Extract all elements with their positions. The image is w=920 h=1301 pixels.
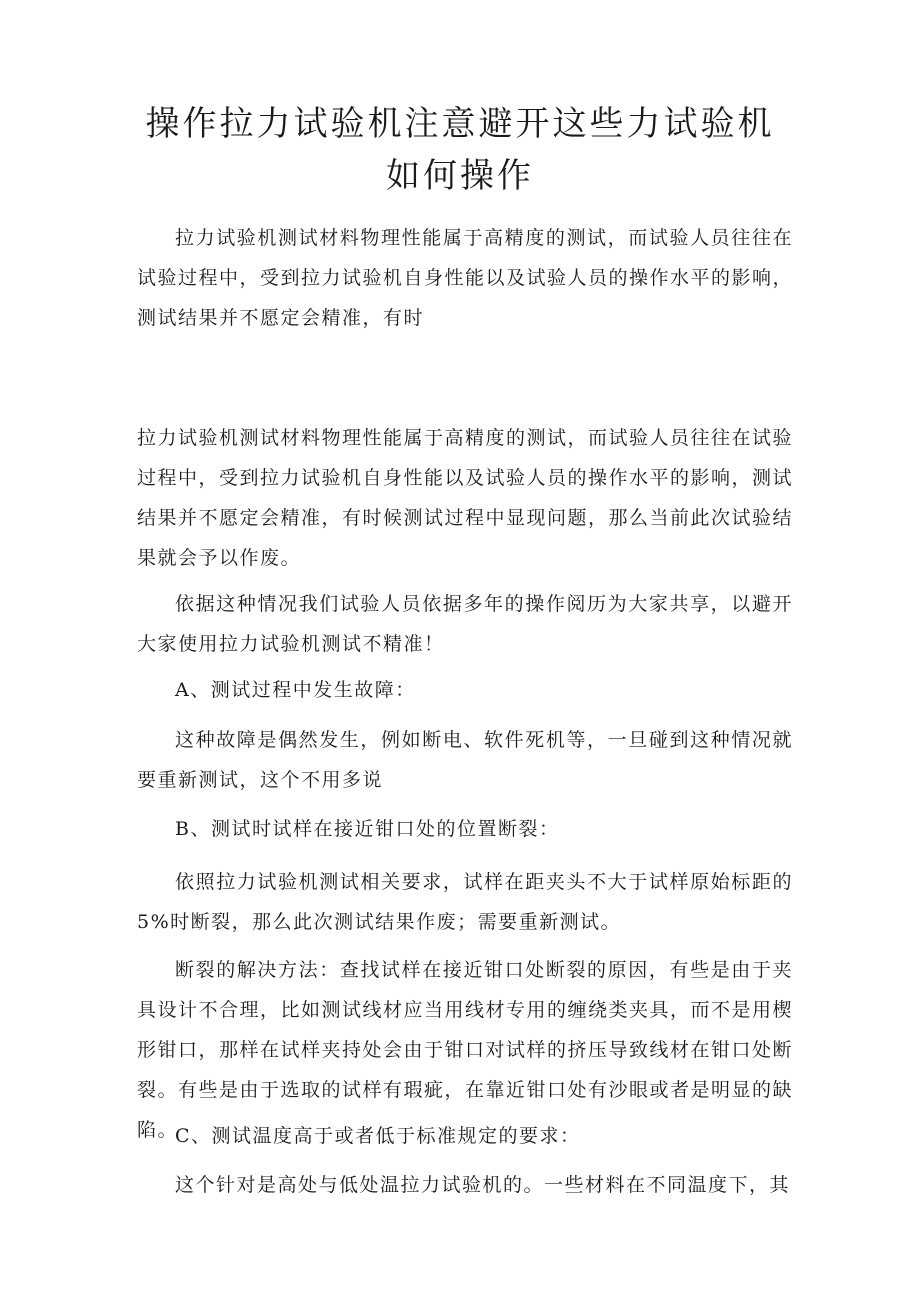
section-heading-c: C、测试温度高于或者低于标准规定的要求：	[175, 1125, 581, 1147]
body-paragraph-3: 这种故障是偶然发生，例如断电、软件死机等，一旦碰到这种情况就要重新测试，这个不用多说	[137, 729, 793, 791]
section-heading-b: B、测试时试样在接近钳口处的位置断裂：	[175, 818, 560, 840]
document-title: 操作拉力试验机注意避开这些力试验机如何操作	[145, 104, 775, 196]
body-paragraph-5: 断裂的解决方法：查找试样在接近钳口处断裂的原因，有些是由于夹具设计不合理，比如测试线材应当用线材专用的缠绕类夹具，而不是用楔形钳口，那样在试样夹持处会由于钳口对试样的挤压导致线材在钳口处断裂。有些是由于选取的试样有瑕疵，在靠近钳口处有沙眼或者是明显的缺陷。	[137, 959, 794, 1141]
body-paragraph-2: 依据这种情况我们试验人员依据多年的操作阅历为大家共享，以避开大家使用拉力试验机测试不精准！	[137, 593, 793, 655]
body-paragraph-4: 依照拉力试验机测试相关要求，试样在距夹头不大于试样原始标距的5%时断裂，那么此次测试结果作废；需要重新测试。	[137, 871, 793, 933]
body-paragraph-6: 这个针对是高处与低处温拉力试验机的。一些材料在不同温度下，其	[175, 1174, 791, 1196]
section-heading-a: A、测试过程中发生故障：	[175, 679, 416, 701]
body-paragraph-1: 拉力试验机测试材料物理性能属于高精度的测试，而试验人员往往在试验过程中，受到拉力试验机自身性能以及试验人员的操作水平的影响，测试结果并不愿定会精准，有时候测试过程中显现问题，那么当前此次试验结果就会予以作废。	[137, 427, 794, 569]
summary-paragraph: 拉力试验机测试材料物理性能属于高精度的测试，而试验人员往往在试验过程中，受到拉力试验机自身性能以及试验人员的操作水平的影响，测试结果并不愿定会精准，有时	[137, 227, 794, 329]
